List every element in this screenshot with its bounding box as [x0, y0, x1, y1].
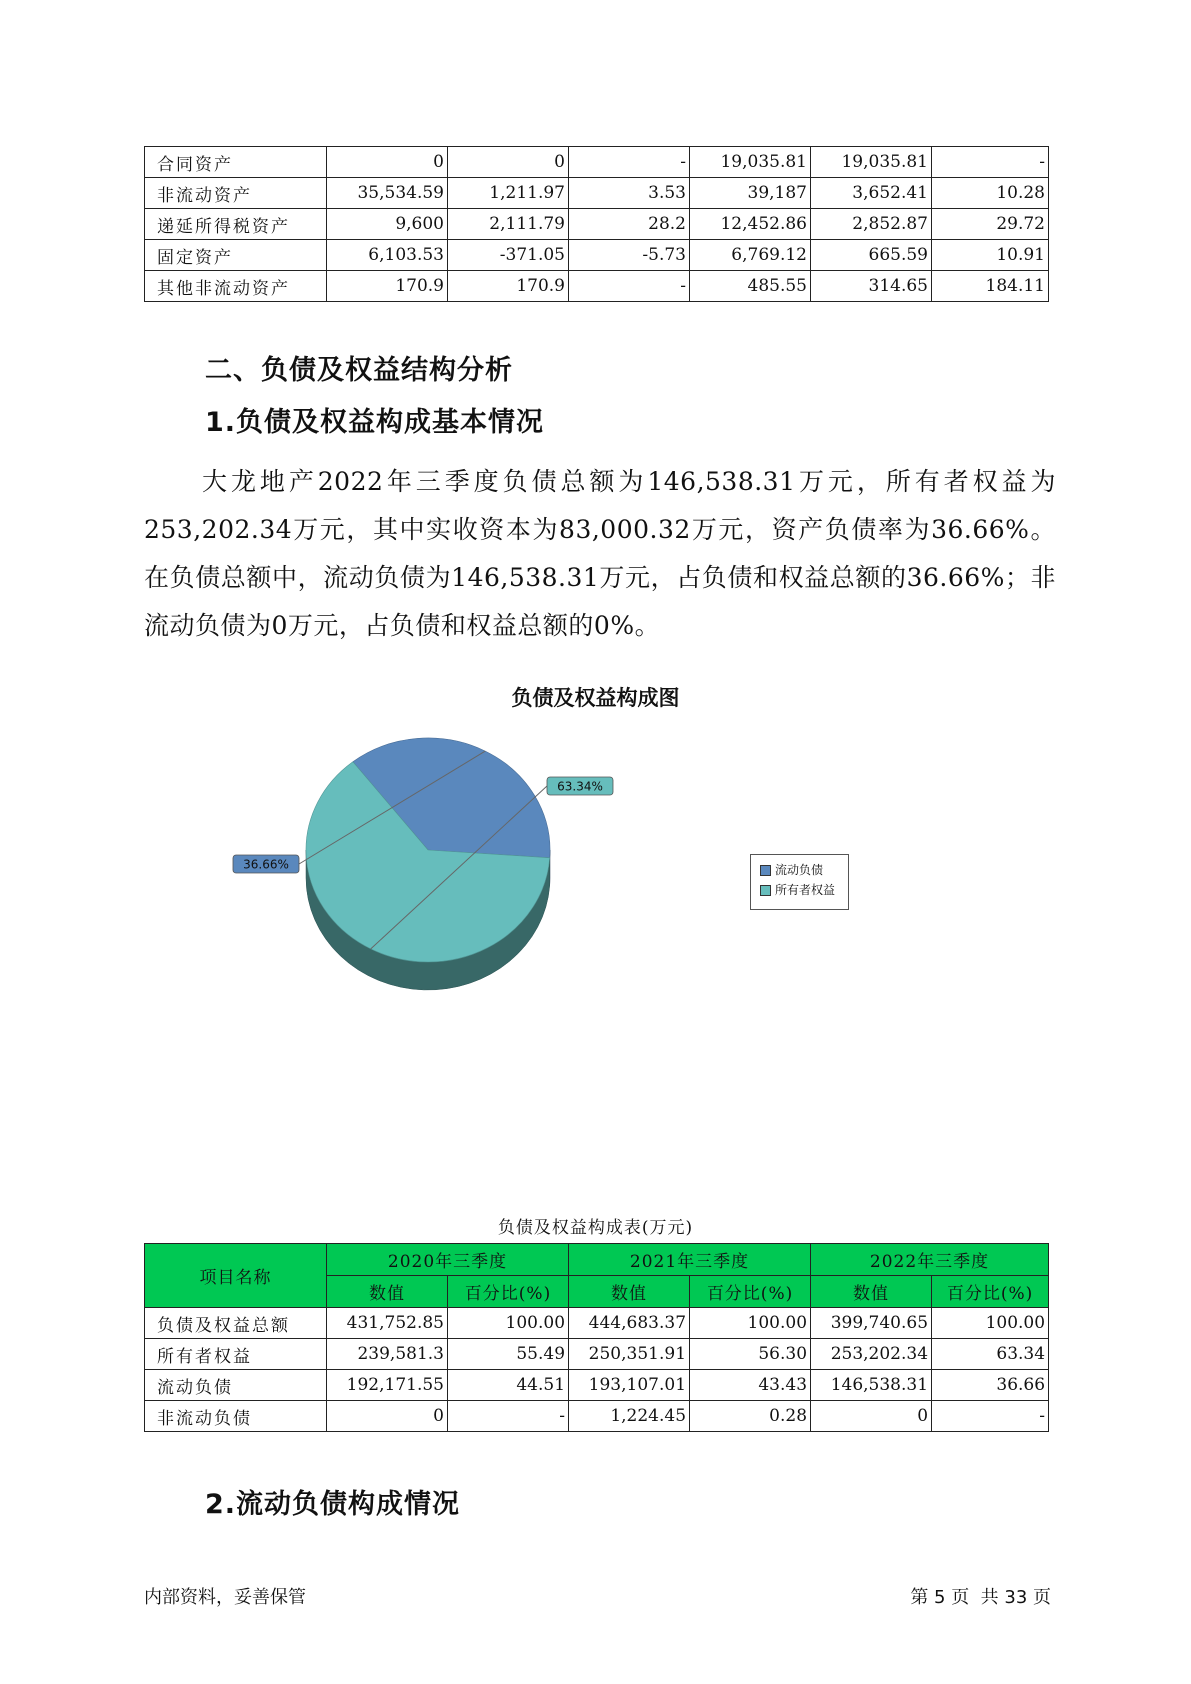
legend-item-debt — [760, 860, 848, 880]
chart-legend — [750, 854, 849, 910]
footer-confidential: 内部资料，妥善保管 — [144, 1587, 306, 1608]
table-cell: 19,035.81 — [690, 147, 811, 178]
table-cell: 193,107.01 — [569, 1370, 690, 1401]
sub-heading-2: 2.流动负债构成情况 — [205, 1489, 461, 1520]
table-cell: 431,752.85 — [327, 1308, 448, 1339]
row-label: 合同资产 — [145, 147, 327, 178]
data-label: 36.66% — [243, 857, 289, 872]
table-cell: 100.00 — [690, 1308, 811, 1339]
value-subheader: 数值 — [327, 1276, 448, 1308]
table-cell: 170.9 — [448, 271, 569, 302]
table-cell: 0 — [811, 1401, 932, 1432]
table-cell: 444,683.37 — [569, 1308, 690, 1339]
row-label: 流动负债 — [145, 1370, 327, 1401]
legend-swatch-equity — [760, 885, 771, 896]
pct-subheader: 百分比(%) — [690, 1276, 811, 1308]
table-cell: - — [932, 1401, 1049, 1432]
table-row — [145, 1308, 1049, 1339]
sub-heading-1: 1.负债及权益构成基本情况 — [205, 407, 545, 438]
table-cell: 6,769.12 — [690, 240, 811, 271]
table-cell: 399,740.65 — [811, 1308, 932, 1339]
table-cell: 10.28 — [932, 178, 1049, 209]
table-cell: 2,852.87 — [811, 209, 932, 240]
value-subheader: 数值 — [569, 1276, 690, 1308]
table-cell: - — [569, 271, 690, 302]
table-cell: 3,652.41 — [811, 178, 932, 209]
table-cell: - — [569, 147, 690, 178]
table-cell: 39,187 — [690, 178, 811, 209]
table-cell: 239,581.3 — [327, 1339, 448, 1370]
table-cell: 253,202.34 — [811, 1339, 932, 1370]
table-cell: 184.11 — [932, 271, 1049, 302]
chart-title: 负债及权益构成图 — [511, 686, 680, 710]
value-subheader: 数值 — [811, 1276, 932, 1308]
row-label: 所有者权益 — [145, 1339, 327, 1370]
section-heading: 二、负债及权益结构分析 — [205, 355, 513, 386]
row-label: 非流动负债 — [145, 1401, 327, 1432]
table-cell: 29.72 — [932, 209, 1049, 240]
table-cell: -5.73 — [569, 240, 690, 271]
period-header: 2020年三季度 — [327, 1244, 569, 1276]
row-label: 非流动资产 — [145, 178, 327, 209]
data-label: 63.34% — [557, 779, 603, 794]
col-item-header: 项目名称 — [145, 1244, 327, 1308]
liability-equity-table-body — [145, 1308, 1049, 1432]
row-label: 负债及权益总额 — [145, 1308, 327, 1339]
table-row — [145, 1401, 1049, 1432]
table-row — [145, 1370, 1049, 1401]
table-cell: 3.53 — [569, 178, 690, 209]
footer-page-number: 第 5 页 共 33 页 — [910, 1587, 1051, 1608]
table-cell: 6,103.53 — [327, 240, 448, 271]
table-cell: 2,111.79 — [448, 209, 569, 240]
period-header: 2022年三季度 — [811, 1244, 1049, 1276]
table-cell: 0 — [327, 1401, 448, 1432]
table-cell: 12,452.86 — [690, 209, 811, 240]
table-cell: 0 — [448, 147, 569, 178]
table-cell: 1,211.97 — [448, 178, 569, 209]
analysis-paragraph: 大龙地产2022年三季度负债总额为146,538.31万元，所有者权益为253,202.34万元，其中实收资本为83,000.32万元，资产负债率为36.66%。在负债总额中，流动负债为146,538.31万元，占负债和权益总额的36.66%；非流动负债为0万元，占负债和权益总额的0%。 — [144, 467, 1056, 640]
table-cell: 485.55 — [690, 271, 811, 302]
table-cell: 56.30 — [690, 1339, 811, 1370]
table-cell: 314.65 — [811, 271, 932, 302]
table-cell: 170.9 — [327, 271, 448, 302]
table-cell: 55.49 — [448, 1339, 569, 1370]
pct-subheader: 百分比(%) — [932, 1276, 1049, 1308]
table-cell: 44.51 — [448, 1370, 569, 1401]
liability-equity-table — [144, 1243, 1049, 1432]
table-cell: - — [932, 147, 1049, 178]
table-cell: 35,534.59 — [327, 178, 448, 209]
legend-swatch-debt — [760, 865, 771, 876]
period-header: 2021年三季度 — [569, 1244, 811, 1276]
table-cell: 665.59 — [811, 240, 932, 271]
table-cell: 19,035.81 — [811, 147, 932, 178]
row-label: 递延所得税资产 — [145, 209, 327, 240]
table-cell: 192,171.55 — [327, 1370, 448, 1401]
legend-label-equity: 所有者权益 — [775, 883, 836, 897]
table-cell: 10.91 — [932, 240, 1049, 271]
table-cell: 146,538.31 — [811, 1370, 932, 1401]
table-cell: 1,224.45 — [569, 1401, 690, 1432]
table-cell: 0 — [327, 147, 448, 178]
table-cell: 28.2 — [569, 209, 690, 240]
row-label: 其他非流动资产 — [145, 271, 327, 302]
legend-label-debt: 流动负债 — [775, 863, 824, 877]
table-cell: 0.28 — [690, 1401, 811, 1432]
table-cell: -371.05 — [448, 240, 569, 271]
liability-equity-table-head — [145, 1244, 1049, 1308]
legend-item-equity — [760, 880, 848, 900]
table-row — [145, 1339, 1049, 1370]
table-cell: 36.66 — [932, 1370, 1049, 1401]
table-cell: 43.43 — [690, 1370, 811, 1401]
table-cell: - — [448, 1401, 569, 1432]
row-label: 固定资产 — [145, 240, 327, 271]
table-cell: 63.34 — [932, 1339, 1049, 1370]
table-cell: 100.00 — [448, 1308, 569, 1339]
table-cell: 100.00 — [932, 1308, 1049, 1339]
table-caption: 负债及权益构成表(万元) — [497, 1218, 694, 1238]
table-cell: 9,600 — [327, 209, 448, 240]
pct-subheader: 百分比(%) — [448, 1276, 569, 1308]
table-cell: 250,351.91 — [569, 1339, 690, 1370]
